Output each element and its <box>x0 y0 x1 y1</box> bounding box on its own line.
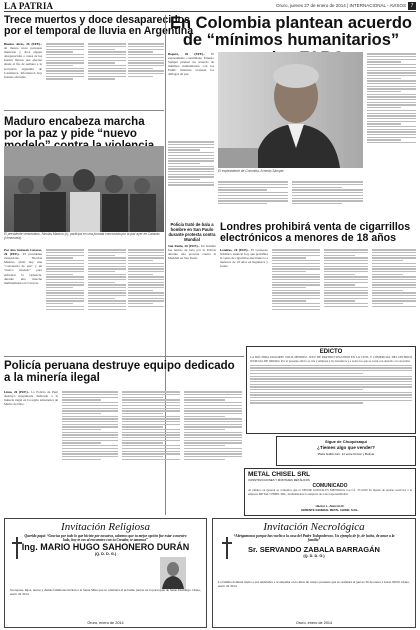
story-body-column <box>292 180 363 220</box>
samper-photo <box>218 52 363 168</box>
edicto-notice <box>246 346 416 434</box>
obituary-quote: Querido papá: “Gracias por todo lo que hiciste por nosotros, sabemos que tu mejor opción fue estar a nuestro lado, hoy te vas al encuentro con tu Creador, te amamos” <box>24 534 187 543</box>
ad-gallery-subtitle: ¿Tiemes algo que vender? <box>317 445 375 450</box>
story-body: El Gobierno británico anunció hoy que prohibirá la venta de cigarrillos electrónicos a menores de 18 años en Inglaterra y Gales. <box>220 248 268 269</box>
ad-gallery <box>276 436 416 466</box>
story-headline: Londres prohibirá venta de cigarrillos electrónicos a menores de 18 años <box>220 221 411 245</box>
issue-date: Oruro, jueves 27 de enero de 2014 | INTERNACIONAL - AVISOS <box>276 3 406 8</box>
obituary-title: Invitación Religiosa <box>61 521 150 533</box>
obituary-footer: Oruro, enero de 2014 <box>87 621 124 625</box>
story-body: Un hombre fue herido de bala por la Policía durante una protesta contra el Mundial en San Paulo. <box>168 244 216 261</box>
page-number: 7 <box>408 2 416 10</box>
brazil-story-kicker: Policía trató de bala a hombre en San Paulo durante protesta contra Mundial <box>168 222 216 242</box>
story-body-column <box>367 52 416 212</box>
obituary-necrologica <box>212 518 416 628</box>
story-body-column <box>168 52 214 136</box>
story-body-column <box>128 248 164 354</box>
story-headline: En Colombia plantean acuerdo de “mínimos humanitarios” <box>169 14 413 50</box>
ad-metal-chisel <box>244 468 416 516</box>
story-dateline: San Paulo, 26 (EFE).- <box>168 244 200 248</box>
obituary-body: Su esposa, hijos, nietos y demás familiares invitan a la Santa Misa que se celebrará el próximo jueves en la parroquia de Santo Domingo. Oruro, enero de 2014 <box>10 588 201 596</box>
story-headline: Policía peruana destruye equipo dedicado a la minería ilegal <box>4 360 235 385</box>
story-body-column <box>272 248 320 354</box>
story-body-column <box>168 140 214 220</box>
story-body-column <box>4 248 42 354</box>
obituary-quote: “Abrígamonos porque has vuelto a la casa del Padre Todopoderoso. Un ejemplo de fe, de lucha, de amor a la familia” <box>233 534 395 543</box>
story-headline: Maduro encabeza marcha por la paz y pide “nuevo <box>4 116 145 141</box>
ad-signature-role: GERENTE GENERAL METAL CHISEL S.R.L. <box>301 508 359 512</box>
obituary-rip: (Q. D. D. G.) <box>94 552 117 557</box>
story-body-column <box>220 248 268 354</box>
portrait-image <box>218 52 363 168</box>
obituary-footer: Oruro, enero de 2014 <box>295 621 333 625</box>
cross-icon <box>11 537 23 559</box>
story-body-column <box>128 42 164 106</box>
ad-company-name: METAL CHISEL SRL <box>248 471 311 478</box>
newspaper-brand: LA PATRIA <box>4 1 54 11</box>
story-body: La Policía de Perú destruyó maquinaria dedicada a la minería ilegal en la región amazónica de Madre de Dios. <box>4 390 58 407</box>
obituary-religiosa <box>4 518 207 628</box>
ad-gallery-title: Sigue de Chuquisaqui <box>324 439 367 444</box>
obituary-title: Invitación Necrológica <box>263 521 365 533</box>
deceased-portrait <box>160 557 186 589</box>
obituary-name: Sr. SERVANDO ZABALA BARRAGÁN <box>248 545 380 555</box>
section-divider <box>4 110 164 111</box>
story-body-column <box>62 390 118 512</box>
story-body-column <box>4 42 42 106</box>
story-dateline: Lima, 26 (EFE).- <box>4 390 30 394</box>
obituary-body: La familia doliente invita a sus amistades a acompañar en la misa de cuerpo presente que se realizará el jueves 30 de enero a horas 09:00. Oruro, enero de 2014 <box>218 580 410 588</box>
ad-company-tagline: CONSTRUCCIONES Y MONTAJES METÁLICOS <box>248 478 310 482</box>
story-dateline: Por Ana Guzmán Caracas, 26 (EFE).- <box>4 248 42 257</box>
story-body: Al menos trece personas murieron y doce siguen desaparecidas a causa de las fuertes lluvias que afectan desde el fin de semana a la provincia argentina de Catamarca, informaron hoy fuentes oficiales. <box>4 46 42 79</box>
story-london-cigarettes <box>220 222 416 244</box>
section-divider <box>4 356 244 357</box>
crowd-image <box>4 146 164 232</box>
story-dateline: Bogotá, 26 (EFE).- <box>168 52 205 56</box>
page-header <box>4 2 416 12</box>
story-body-column <box>122 390 180 512</box>
story-body-column <box>88 42 126 106</box>
maduro-photo <box>4 146 164 232</box>
ad-signature: Héctor L. Alarcón R. <box>315 504 345 508</box>
story-body-column <box>4 390 58 512</box>
ad-gallery-contact: Plaza Gallito Nro. 11 entre Potosí y Bolívar <box>317 452 375 456</box>
story-dateline: Buenos Aires, 26 (EFE).- <box>4 42 42 46</box>
story-body: El expresidente colombiano Ernesto Samper planteó un acuerdo de mínimos humanitarios con las FARC mientras avanzan los diálogos de paz. <box>168 52 214 77</box>
maduro-photo-caption: El presidente venezolano, Nicolás Maduro (c), participa en una jornada convocada por la paz ayer en Caracas (Venezuela). <box>4 232 160 240</box>
story-body-column <box>88 248 126 354</box>
story-body-column <box>168 244 216 354</box>
portrait-image <box>160 557 186 589</box>
obituary-name: Ing. MARIO HUGO SAHONERO DURÁN <box>21 542 190 553</box>
story-body-column <box>46 42 84 106</box>
ad-heading: COMUNICADO <box>312 483 348 489</box>
edicto-body <box>250 356 412 432</box>
story-body-column <box>184 390 242 512</box>
edicto-title: EDICTO <box>319 349 343 355</box>
story-body: El presidente venezolano, Nicolás Maduro, pidió hoy una “conciencia de paz” y un “nuevo modelo” para enfrentar la violencia, durante una marcha multitudinaria en Caracas. <box>4 252 42 285</box>
edicto-text: LA DOCTORA DOLORES SOLIS MENDEZ, JUEZ DE PARTIDO SEGUNDO EN LO CIVIL Y COMERCIAL DEL DISTRITO JUDICIAL DE ORURO. Por el presente edicto se cita y emplaza a los herederos y a todos los que se crean con derecho a la sucesión. <box>250 356 412 363</box>
story-body-column <box>218 180 288 220</box>
story-body-column <box>324 248 368 354</box>
story-dateline: Londres, 26 (EFE).- <box>220 248 250 252</box>
ad-body: Al público en general se comunica que el SEÑOR GONZALES MENDOZA con C.I. 3711030 ha dejado de prestar servicios a la empresa METAL CHISEL SRL, deslindándose la empresa de toda responsabilidad. <box>248 489 412 496</box>
story-body-column <box>46 248 84 354</box>
story-peru-mining <box>4 360 244 384</box>
cross-icon <box>221 537 233 559</box>
story-headline: Trece muertos y doce desaparecidos por el temporal de lluvia en Argentina <box>4 14 194 38</box>
story-body-column <box>372 248 416 354</box>
samper-photo-caption: El expresidente de Colombia, Ernesto Samper. <box>218 169 285 173</box>
obituary-rip: (Q. D. D. G.) <box>303 554 325 559</box>
